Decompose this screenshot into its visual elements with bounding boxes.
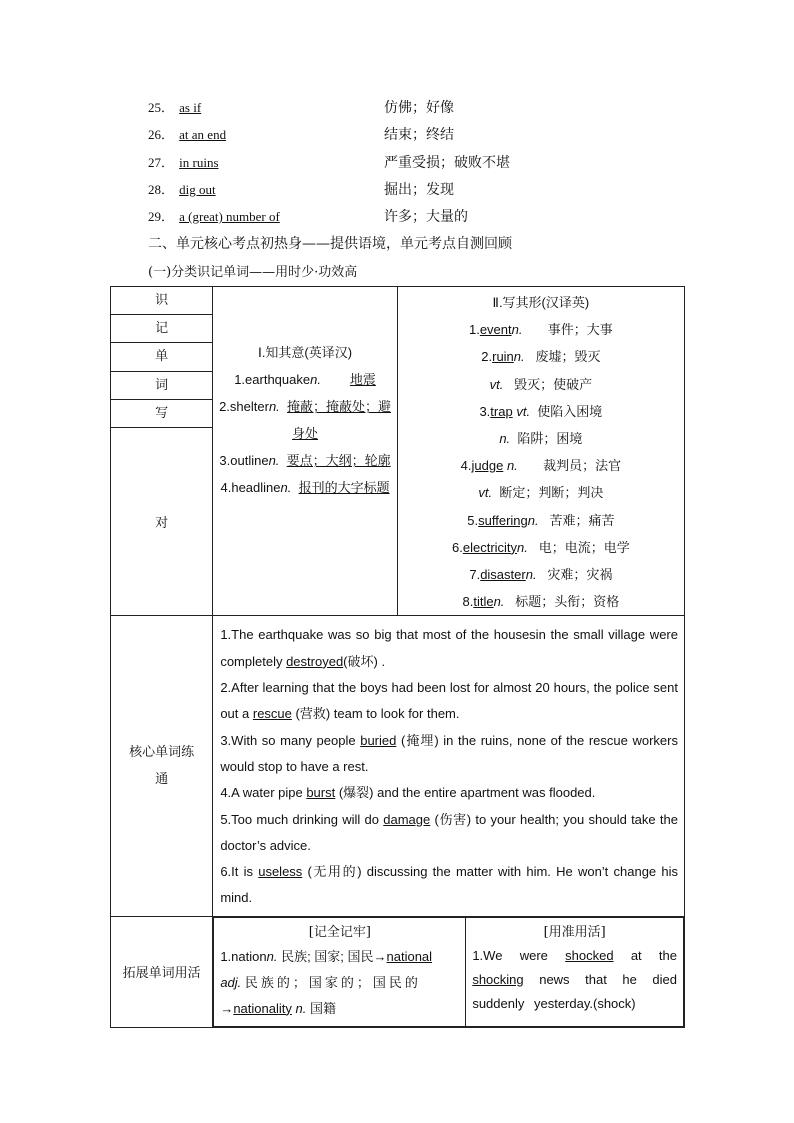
- part2-line: 7.disastern. 灾难；灾祸: [469, 567, 613, 583]
- phrase-english: dig out: [179, 182, 216, 197]
- part1-item: 1.earthquaken. 地震: [234, 372, 376, 387]
- vocabulary-table: [110, 286, 685, 1028]
- phrase-number: 28．: [148, 182, 175, 197]
- side-label: 写: [111, 399, 213, 427]
- part2-line: n. 陷阱；困境: [499, 431, 583, 447]
- answer: 要点；大纲；轮廓: [286, 453, 391, 468]
- expand-label: 拓展单词用活: [111, 916, 213, 1027]
- phrase-number: 29．: [148, 209, 175, 224]
- phrase-row: [148, 124, 454, 144]
- phrase-chinese: 严重受损；破败不堪: [384, 155, 510, 171]
- memory-column: [214, 917, 466, 1026]
- side-label: 记: [111, 315, 213, 343]
- part2-line: 2.ruinn. 废墟；毁灭: [481, 349, 601, 365]
- phrase-chinese: 许多；大量的: [384, 209, 468, 225]
- part2-line: 6.electricityn. 电；电流；电学: [452, 539, 630, 555]
- phrase-row: [148, 206, 468, 226]
- part2-cell: [397, 287, 684, 616]
- phrase-number: 25．: [148, 100, 175, 115]
- phrase-number: 26．: [148, 127, 175, 142]
- part2-title: Ⅱ.写其形(汉译英): [492, 295, 590, 310]
- part1-item: 2.sheltern. 掩蔽；掩蔽处；避身处: [219, 399, 392, 441]
- side-label: 词: [111, 371, 213, 399]
- phrase-row: [148, 97, 454, 117]
- practice-label: 核心单词练通: [111, 616, 213, 916]
- phrase-chinese: 掘出；发现: [384, 182, 454, 198]
- usage-column: [466, 917, 684, 1026]
- phrase-chinese: 仿佛；好像: [384, 100, 454, 116]
- part2-line: 8.titlen. 标题；头衔；资格: [462, 594, 620, 610]
- usage-content: 1.We were shocked at the shocking news that he died suddenly yesterday.(shock): [472, 947, 677, 1011]
- part2-line: 4.judge n. 裁判员；法官: [460, 458, 622, 474]
- part1-item: 4.headlinen. 报刊的大字标题: [220, 480, 390, 495]
- side-label: 单: [111, 343, 213, 371]
- section-heading: 二、单元核心考点初热身——提供语境，单元考点自测回顾: [148, 236, 512, 252]
- part2-line: 1.eventn. 事件；大事: [468, 322, 613, 338]
- practice-sentence: 6.It is useless (无用的) discussing the matter with him. He won’t change his mind.: [220, 864, 678, 906]
- phrase-row: [148, 179, 454, 199]
- practice-sentence: 3.With so many people buried (掩埋) in the ruins, none of the rescue workers would stop to have a rest.: [220, 732, 678, 774]
- practice-sentence: 1.The earthquake was so big that most of the housesin the small village were completely destroyed(破坏) .: [220, 627, 678, 669]
- answer: 地震: [349, 372, 376, 387]
- part2-line: vt. 断定；判断；判决: [478, 485, 604, 501]
- part2-line: 3.trap vt. 使陷入困境: [479, 403, 603, 419]
- practice-sentence: 5.Too much drinking will do damage (伤害) to your health; you should take the doctor’s advice.: [220, 811, 678, 853]
- part2-line: 5.sufferingn. 苦难；痛苦: [467, 512, 615, 528]
- phrase-english: as if: [179, 100, 202, 115]
- sub-heading: (一)分类识记单词——用时少·功效高: [148, 265, 358, 280]
- part1-item: 3.outlinen. 要点；大纲；轮廓: [219, 453, 391, 468]
- usage-header: [用准用活]: [543, 924, 606, 940]
- phrase-number: 27．: [148, 155, 175, 170]
- memory-header: [记全记牢]: [308, 924, 371, 940]
- side-label: 识: [111, 287, 213, 315]
- phrase-english: a (great) number of: [179, 209, 280, 224]
- practice-cell: [213, 616, 685, 916]
- side-label: 对: [111, 428, 213, 616]
- answer: 掩蔽；掩蔽处；避身处: [287, 399, 392, 441]
- part1-cell: [213, 287, 397, 616]
- phrase-chinese: 结束；终结: [384, 127, 454, 143]
- phrase-row: [148, 152, 510, 172]
- answer: 报刊的大字标题: [298, 480, 390, 495]
- part1-title: Ⅰ.知其意(英译汉): [257, 345, 353, 360]
- phrase-english: in ruins: [179, 155, 219, 170]
- phrase-english: at an end: [179, 127, 227, 142]
- practice-sentence: 2.After learning that the boys had been lost for almost 20 hours, the police sent out a rescue (营救) team to look for them.: [220, 680, 678, 722]
- practice-sentence: 4.A water pipe burst (爆裂) and the entire apartment was flooded.: [220, 785, 596, 801]
- memory-content: 1.nationn. 民族; 国家; 国民→national adj. 民族的；国家的；国民的 →nationality n. 国籍: [220, 948, 433, 1016]
- part2-line: vt. 毁灭；使破产: [489, 376, 593, 392]
- expand-cell: [213, 916, 685, 1027]
